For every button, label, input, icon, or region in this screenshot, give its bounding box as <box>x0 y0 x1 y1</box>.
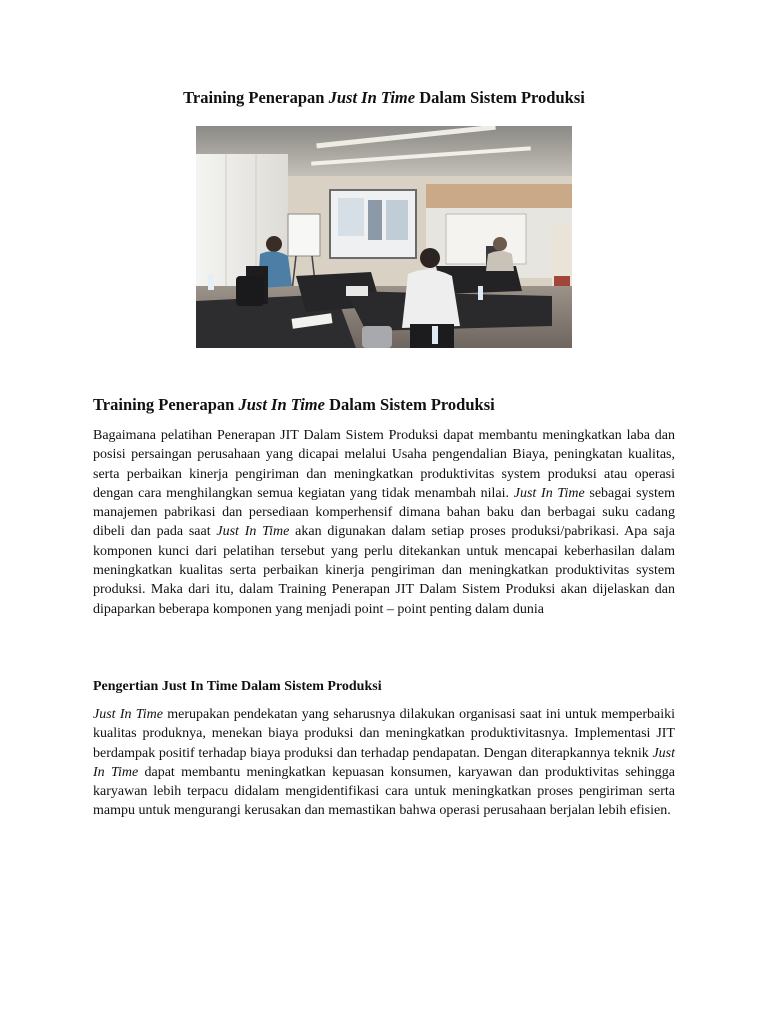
intro-paragraph <box>93 426 675 619</box>
heading-text-end: Dalam Sistem Produksi <box>324 395 495 414</box>
paragraph-text: akan digunakan dalam setiap proses produksi/pabrikasi. Apa saja komponen kunci dari pelatihan tersebut yang perlu ditekankan untuk mencapai keberhasilan dalam meningkatkan kualitas serta perbaikan kinerja pengiriman dan meningkatkan produktivitas system produksi. Maka dari itu, dalam Training Penerapan JIT Dalam Sistem Produksi akan dijelaskan dan dipaparkan beberapa komponen yang menjadi point – point penting dalam dunia <box>93 524 675 617</box>
title-text-end: Dalam Sistem Produksi <box>415 88 585 107</box>
heading-italic: Just In Time <box>238 395 325 414</box>
title-text: Training Penerapan <box>183 88 329 107</box>
paragraph-text: dapat membantu meningkatkan kepuasan konsumen, karyawan dan produktivitas sehingga karyawan lebih terpacu didalam mengidentifikasi cara untuk meningkatkan proses pengiriman serta mampu untuk mengurangi kerusakan dan memastikan bahwa operasi perusahaan berjalan lebih efisien. <box>93 764 675 819</box>
paragraph-italic: Just In Time <box>93 745 675 780</box>
paragraph-text: sebagai system manajemen pabrikasi dan persediaan komperhensif dimana bahan baku dan berbagai suku cadang dibeli dan pada saat <box>93 485 675 540</box>
document-title <box>0 86 768 110</box>
paragraph-italic: Just In Time <box>93 707 163 722</box>
training-room-photo <box>196 126 572 348</box>
subsection-heading: Pengertian Just In Time Dalam Sistem Produksi <box>93 679 382 694</box>
title-italic: Just In Time <box>328 88 416 107</box>
paragraph-text: merupakan pendekatan yang seharusnya dilakukan organisasi saat ini untuk memperbaiki kualitas produknya, menekan biaya produksi dan meningkatkan produktivitasnya. Implementasi JIT berdampak positif terhadap biaya produksi dan terhadap pendapatan. Dengan diterapkannya teknik <box>93 707 675 761</box>
heading-text: Training Penerapan <box>93 395 239 414</box>
paragraph-italic: Just In Time <box>216 524 290 540</box>
paragraph-text: Bagaimana pelatihan Penerapan JIT Dalam Sistem Produksi dapat membantu meningkatkan laba dan posisi persaingan perusahaan yang dicapai melalui Usaha pengendalian Biaya, peningkatan kualitas, serta perbaikan kinerja pengiriman dan meningkatkan produktivitas system produksi atau operasi dengan cara menghilangkan semua kegiatan yang tidak menambah nilai. <box>93 428 675 501</box>
paragraph-italic: Just In Time <box>513 485 585 501</box>
definition-paragraph <box>93 705 675 821</box>
section-heading <box>93 393 675 417</box>
